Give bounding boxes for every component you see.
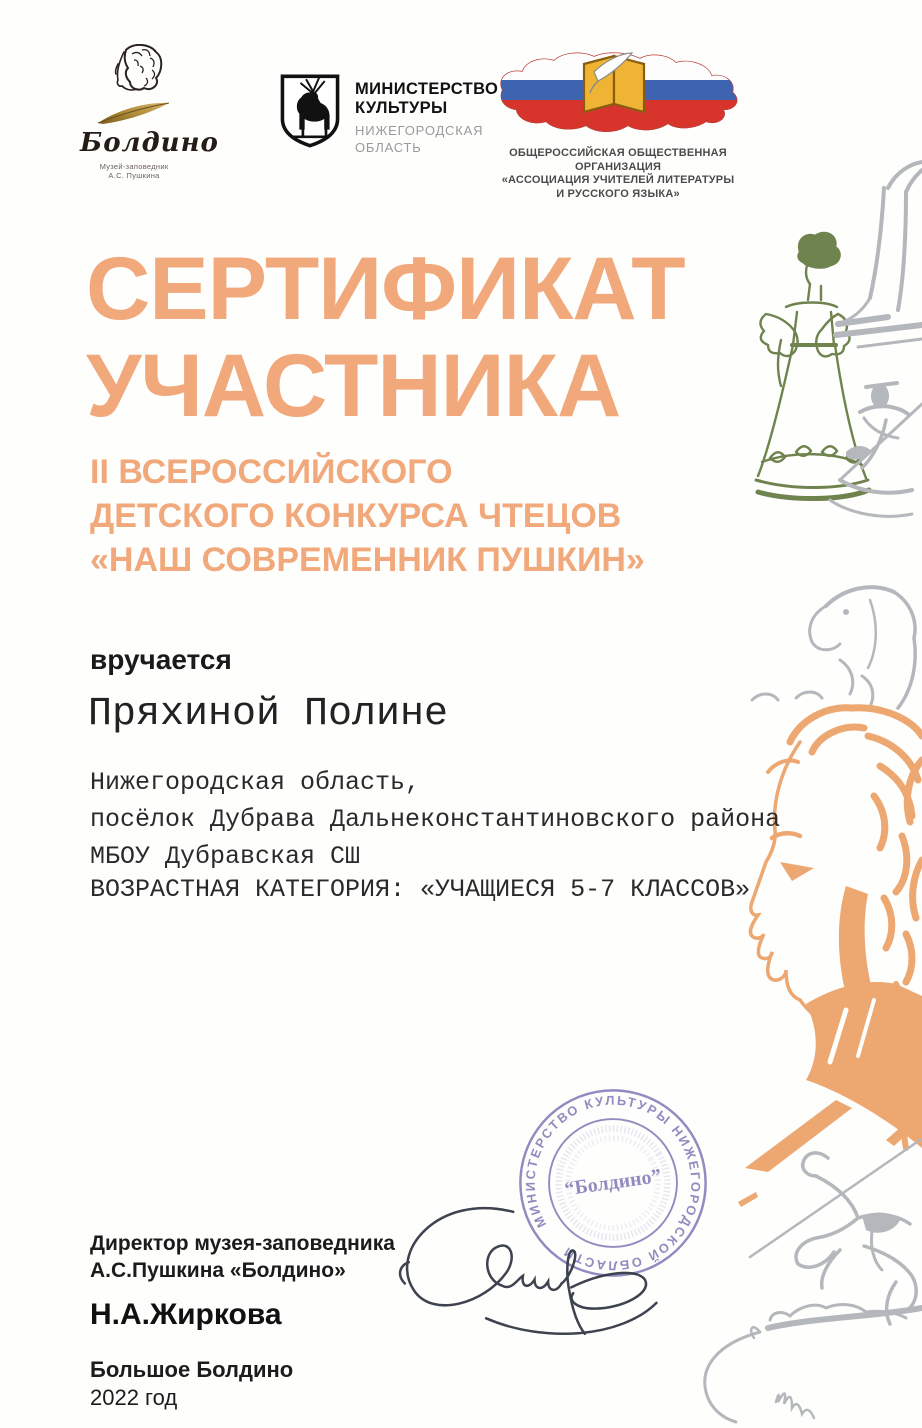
ministry-line3: НИЖЕГОРОДСКАЯ bbox=[355, 123, 484, 138]
ministry-line1: МИНИСТЕРСТВО bbox=[355, 80, 499, 98]
year: 2022 год bbox=[90, 1385, 178, 1410]
russia-map-book-icon bbox=[490, 48, 746, 140]
subtitle-line1: II ВСЕРОССИЙСКОГО bbox=[90, 453, 453, 491]
ministry-line2: КУЛЬТУРЫ bbox=[355, 99, 448, 117]
association-line1: ОБЩЕРОССИЙСКАЯ ОБЩЕСТВЕННАЯ bbox=[509, 147, 727, 159]
association-line3: «АССОЦИАЦИЯ УЧИТЕЛЕЙ ЛИТЕРАТУРЫ bbox=[501, 174, 735, 186]
age-category: ВОЗРАСТНАЯ КАТЕГОРИЯ: «УЧАЩИЕСЯ 5-7 КЛАССОВ» bbox=[90, 875, 751, 904]
teachers-association-logo bbox=[490, 48, 746, 201]
deer-emblem-icon bbox=[278, 72, 342, 150]
signer-role-line2: А.С.Пушкина «Болдино» bbox=[90, 1259, 346, 1282]
ministry-line4: ОБЛАСТЬ bbox=[355, 139, 422, 155]
detail-school: МБОУ Дубравская СШ bbox=[90, 842, 361, 871]
association-line2: ОРГАНИЗАЦИЯ bbox=[574, 160, 662, 173]
gray-figure-sketches bbox=[752, 162, 922, 710]
awarded-label: вручается bbox=[90, 644, 232, 675]
certificate-title bbox=[86, 240, 685, 434]
boldino-logo-name: Болдино bbox=[80, 128, 219, 158]
stamp-ring-text: МИНИСТЕРСТВО КУЛЬТУРЫ НИЖЕГОРОДСКОЙ ОБЛАСТИ bbox=[522, 1092, 704, 1274]
boldino-logo-caption: А.С. Пушкина bbox=[108, 171, 160, 180]
signer-block bbox=[90, 1230, 395, 1332]
recipient-details bbox=[90, 764, 780, 875]
boldino-museum-logo bbox=[80, 44, 219, 180]
director-signature bbox=[370, 1188, 670, 1348]
ministry-of-culture-logo bbox=[278, 72, 498, 155]
subtitle-line2: ДЕТСКОГО КОНКУРСА ЧТЕЦОВ bbox=[90, 497, 622, 535]
boldino-logo-caption: Музей-заповедник bbox=[99, 162, 169, 171]
signer-role-line1: Директор музея-заповедника bbox=[90, 1232, 395, 1255]
detail-region: Нижегородская область, bbox=[90, 768, 421, 797]
place-year-block bbox=[90, 1356, 293, 1412]
title-line1: СЕРТИФИКАТ bbox=[86, 238, 685, 338]
signer-name: Н.А.Жиркова bbox=[90, 1298, 282, 1331]
stamp-center-text: “Болдино” bbox=[563, 1165, 663, 1201]
gold-feather-icon bbox=[95, 100, 173, 126]
lady-in-dress-sketch bbox=[756, 233, 869, 499]
contest-subtitle bbox=[90, 450, 645, 582]
open-book-icon bbox=[584, 53, 644, 112]
subtitle-line3: «НАШ СОВРЕМЕННИК ПУШКИН» bbox=[90, 541, 645, 579]
horse-sketch bbox=[705, 1140, 922, 1422]
recipient-name: Пряхиной Полине bbox=[88, 692, 449, 737]
pushkin-head-icon bbox=[102, 44, 166, 98]
detail-settlement: посёлок Дубрава Дальнеконстантиновского района bbox=[90, 805, 781, 834]
place: Большое Болдино bbox=[90, 1357, 294, 1382]
association-line4: И РУССКОГО ЯЗЫКА» bbox=[556, 187, 680, 200]
title-line2: УЧАСТНИКА bbox=[86, 335, 621, 435]
